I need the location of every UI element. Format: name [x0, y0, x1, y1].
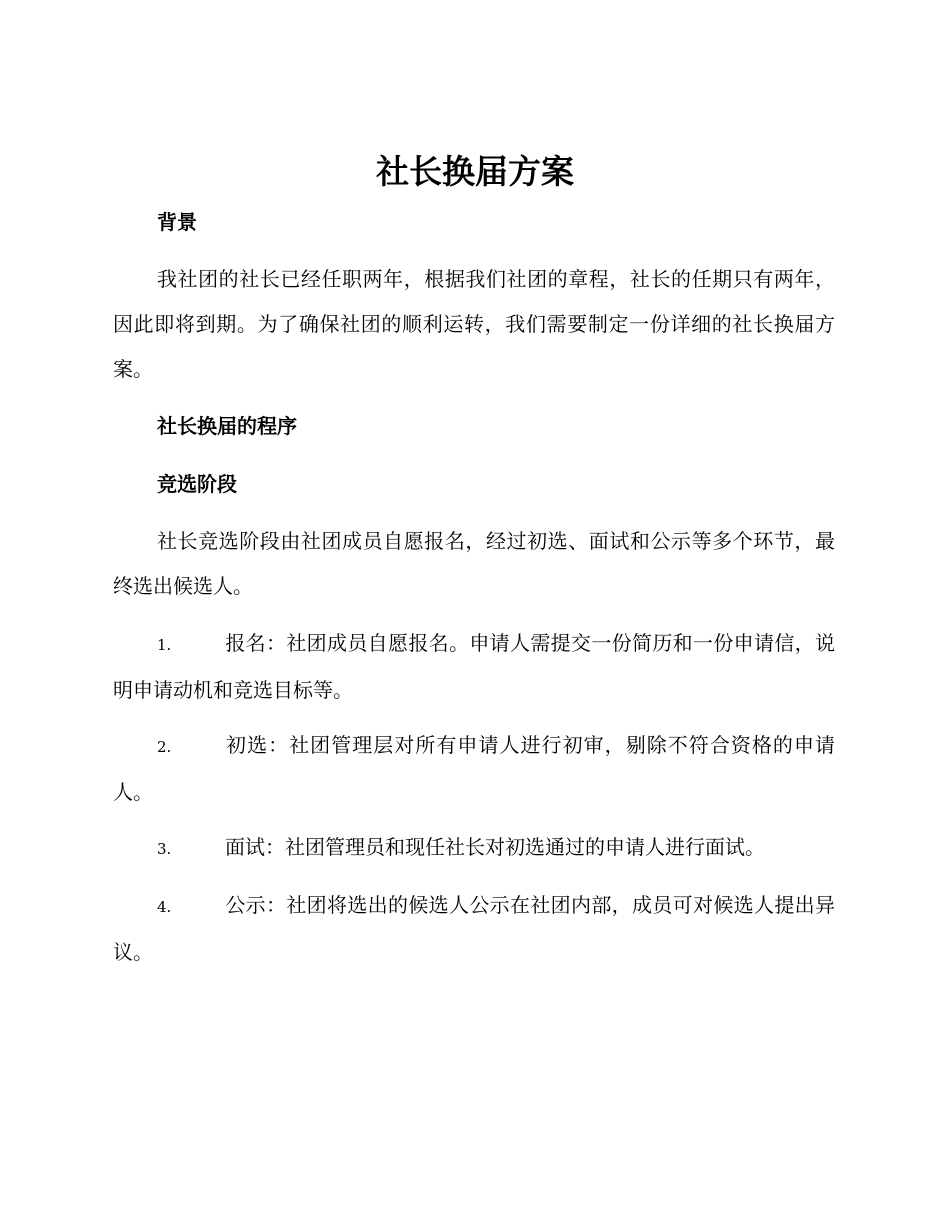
- list-item: [113, 825, 835, 872]
- document-title: 社长换届方案: [376, 152, 574, 191]
- list-number: 3.: [157, 840, 172, 858]
- list-item: [113, 723, 835, 815]
- campaign-paragraph: 社长竞选阶段由社团成员自愿报名，经过初选、面试和公示等多个环节，最终选出候选人。: [113, 529, 835, 598]
- list-item-text: 公示：社团将选出的候选人公示在社团内部，成员可对候选人提出异议。: [113, 893, 835, 964]
- list-item-text: 报名：社团成员自愿报名。申请人需提交一份简历和一份申请信，说明申请动机和竞选目标等。: [113, 631, 835, 702]
- list-number: 4.: [157, 898, 172, 916]
- list-item-text: 面试：社团管理员和现任社长对初选通过的申请人进行面试。: [225, 835, 765, 859]
- list-item-text: 初选：社团管理层对所有申请人进行初审，剔除不符合资格的申请人。: [113, 733, 835, 804]
- section-heading-campaign: 竞选阶段: [157, 472, 237, 496]
- list-item: [113, 621, 835, 713]
- section-heading-background: 背景: [157, 210, 197, 234]
- section-heading-procedure: 社长换届的程序: [157, 414, 297, 438]
- list-number: 1.: [157, 636, 172, 654]
- list-item: [113, 883, 835, 975]
- list-number: 2.: [157, 738, 172, 756]
- background-paragraph: 我社团的社长已经任职两年，根据我们社团的章程，社长的任期只有两年，因此即将到期。为了确保社团的顺利运转，我们需要制定一份详细的社长换届方案。: [113, 267, 835, 381]
